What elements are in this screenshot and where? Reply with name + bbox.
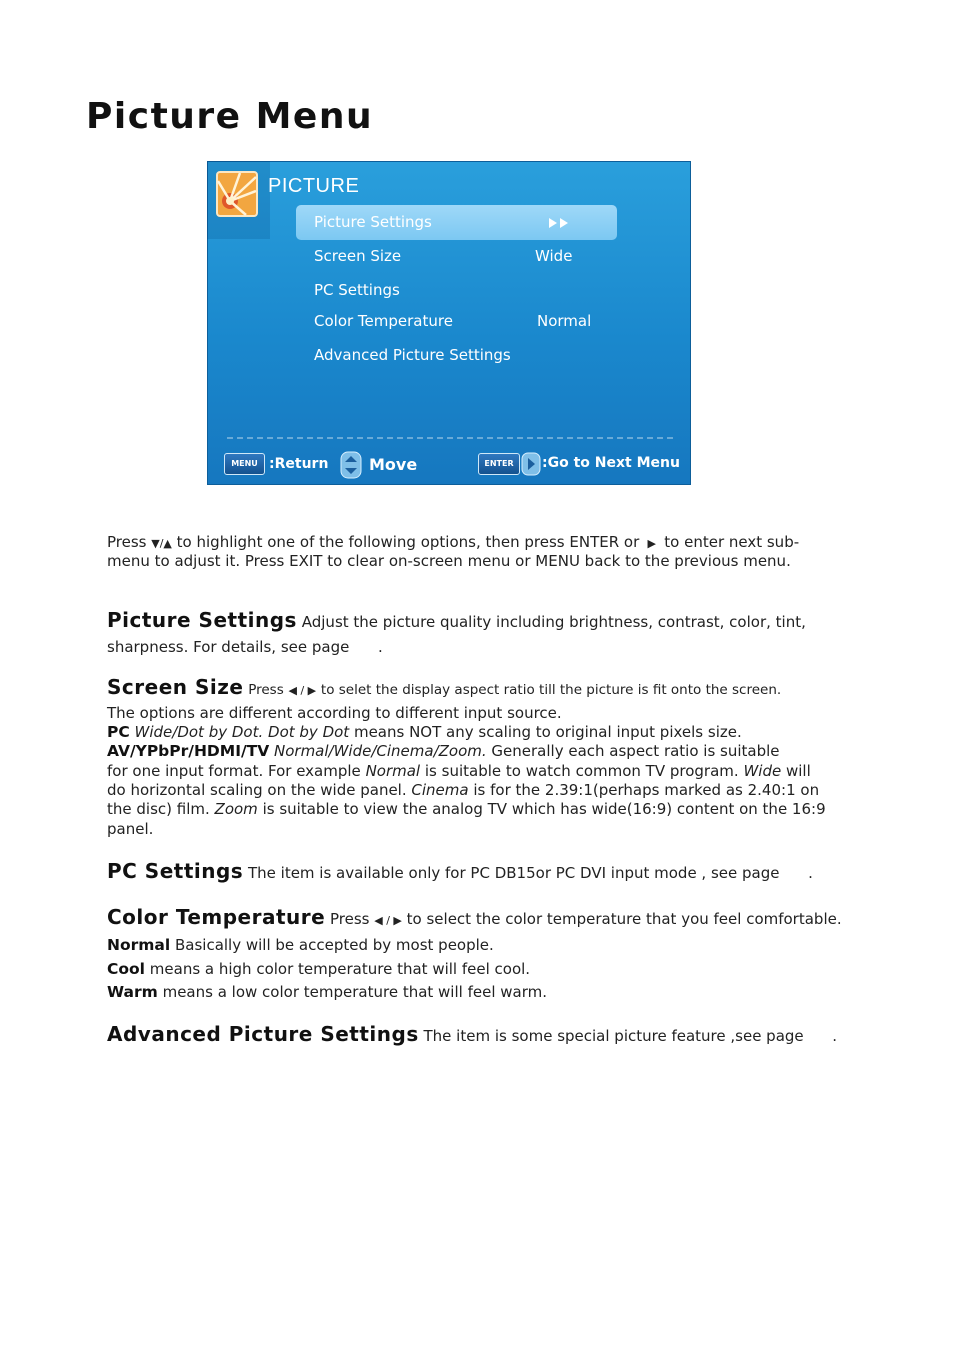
screen-size-line-1: Screen Size Press ◀ / ▶ to selet the display aspect ratio till the picture is fit onto the screen.	[107, 675, 782, 699]
color-temperature-warm: Warm means a low color temperature that will feel warm.	[107, 983, 547, 1001]
move-updown-icon	[340, 451, 362, 479]
advanced-picture-settings-line: Advanced Picture Settings The item is some special picture feature ,see page .	[107, 1022, 838, 1046]
picture-settings-heading: Picture Settings	[107, 608, 297, 632]
color-temperature-normal: Normal Basically will be accepted by most people.	[107, 936, 494, 954]
screen-size-line-2: The options are different according to different input source.	[107, 704, 562, 722]
screen-size-heading: Screen Size	[107, 675, 244, 699]
down-up-arrow-icon: ▼/▲	[151, 537, 172, 550]
menu-key-icon: MENU	[224, 453, 265, 475]
submenu-arrows-icon	[547, 217, 571, 229]
screen-size-line-6: do horizontal scaling on the wide panel. Cinema is for the 2.39:1(perhaps marked as 2.40:1 on	[107, 781, 820, 799]
left-right-arrow-icon: ◀ / ▶	[288, 684, 317, 697]
right-arrow-key-icon	[521, 452, 541, 476]
advanced-picture-settings-heading: Advanced Picture Settings	[107, 1022, 419, 1046]
picture-osd-screenshot	[207, 161, 691, 485]
screen-size-line-4: AV/YPbPr/HDMI/TV Normal/Wide/Cinema/Zoom. Generally each aspect ratio is suitable	[107, 742, 780, 760]
screen-size-line-7: the disc) film. Zoom is suitable to view the analog TV which has wide(16:9) content on the 16:9	[107, 800, 826, 818]
osd-item-advanced-picture-settings[interactable]: Advanced Picture Settings	[314, 346, 511, 364]
color-temperature-line-1: Color Temperature Press ◀ / ▶ to select the color temperature that you feel comfortable.	[107, 905, 842, 929]
picture-settings-line-1: Picture Settings Adjust the picture quality including brightness, contrast, color, tint,	[107, 608, 806, 632]
page-title: Picture Menu	[86, 96, 374, 137]
picture-settings-line-2: sharpness. For details, see page .	[107, 638, 383, 656]
picture-icon	[216, 171, 258, 217]
osd-divider	[227, 437, 673, 439]
osd-item-screen-size[interactable]: Screen Size	[314, 247, 402, 265]
return-label: :Return	[269, 456, 329, 472]
osd-value-color-temperature: Normal	[537, 312, 592, 330]
osd-item-picture-settings[interactable]: Picture Settings	[314, 213, 432, 231]
pc-settings-heading: PC Settings	[107, 859, 244, 883]
osd-item-pc-settings[interactable]: PC Settings	[314, 281, 400, 299]
move-label: Move	[369, 455, 418, 474]
screen-size-line-8: panel.	[107, 820, 154, 838]
color-temperature-heading: Color Temperature	[107, 905, 326, 929]
screen-size-line-5: for one input format. For example Normal is suitable to watch common TV program. Wide will	[107, 762, 811, 780]
osd-value-screen-size: Wide	[535, 247, 573, 265]
intro-line-1: Press ▼/▲ to highlight one of the following options, then press ENTER or ▶ to enter next sub-	[107, 533, 800, 551]
pc-settings-line: PC Settings The item is available only for PC DB15or PC DVI input mode , see page .	[107, 859, 813, 883]
color-temperature-cool: Cool means a high color temperature that will feel cool.	[107, 960, 531, 978]
osd-footer	[207, 448, 691, 480]
left-right-arrow-icon: ◀ / ▶	[374, 914, 402, 927]
right-arrow-icon: ▶	[644, 537, 660, 550]
screen-size-line-3: PC Wide/Dot by Dot. Dot by Dot means NOT any scaling to original input pixels size.	[107, 723, 742, 741]
osd-item-color-temperature[interactable]: Color Temperature	[314, 312, 453, 330]
intro-line-2: menu to adjust it. Press EXIT to clear on-screen menu or MENU back to the previous menu.	[107, 552, 791, 570]
next-menu-label: :Go to Next Menu	[542, 455, 680, 471]
osd-heading: PICTURE	[268, 175, 360, 197]
osd-icon-cell	[207, 161, 270, 239]
enter-key-icon: ENTER	[478, 453, 520, 475]
